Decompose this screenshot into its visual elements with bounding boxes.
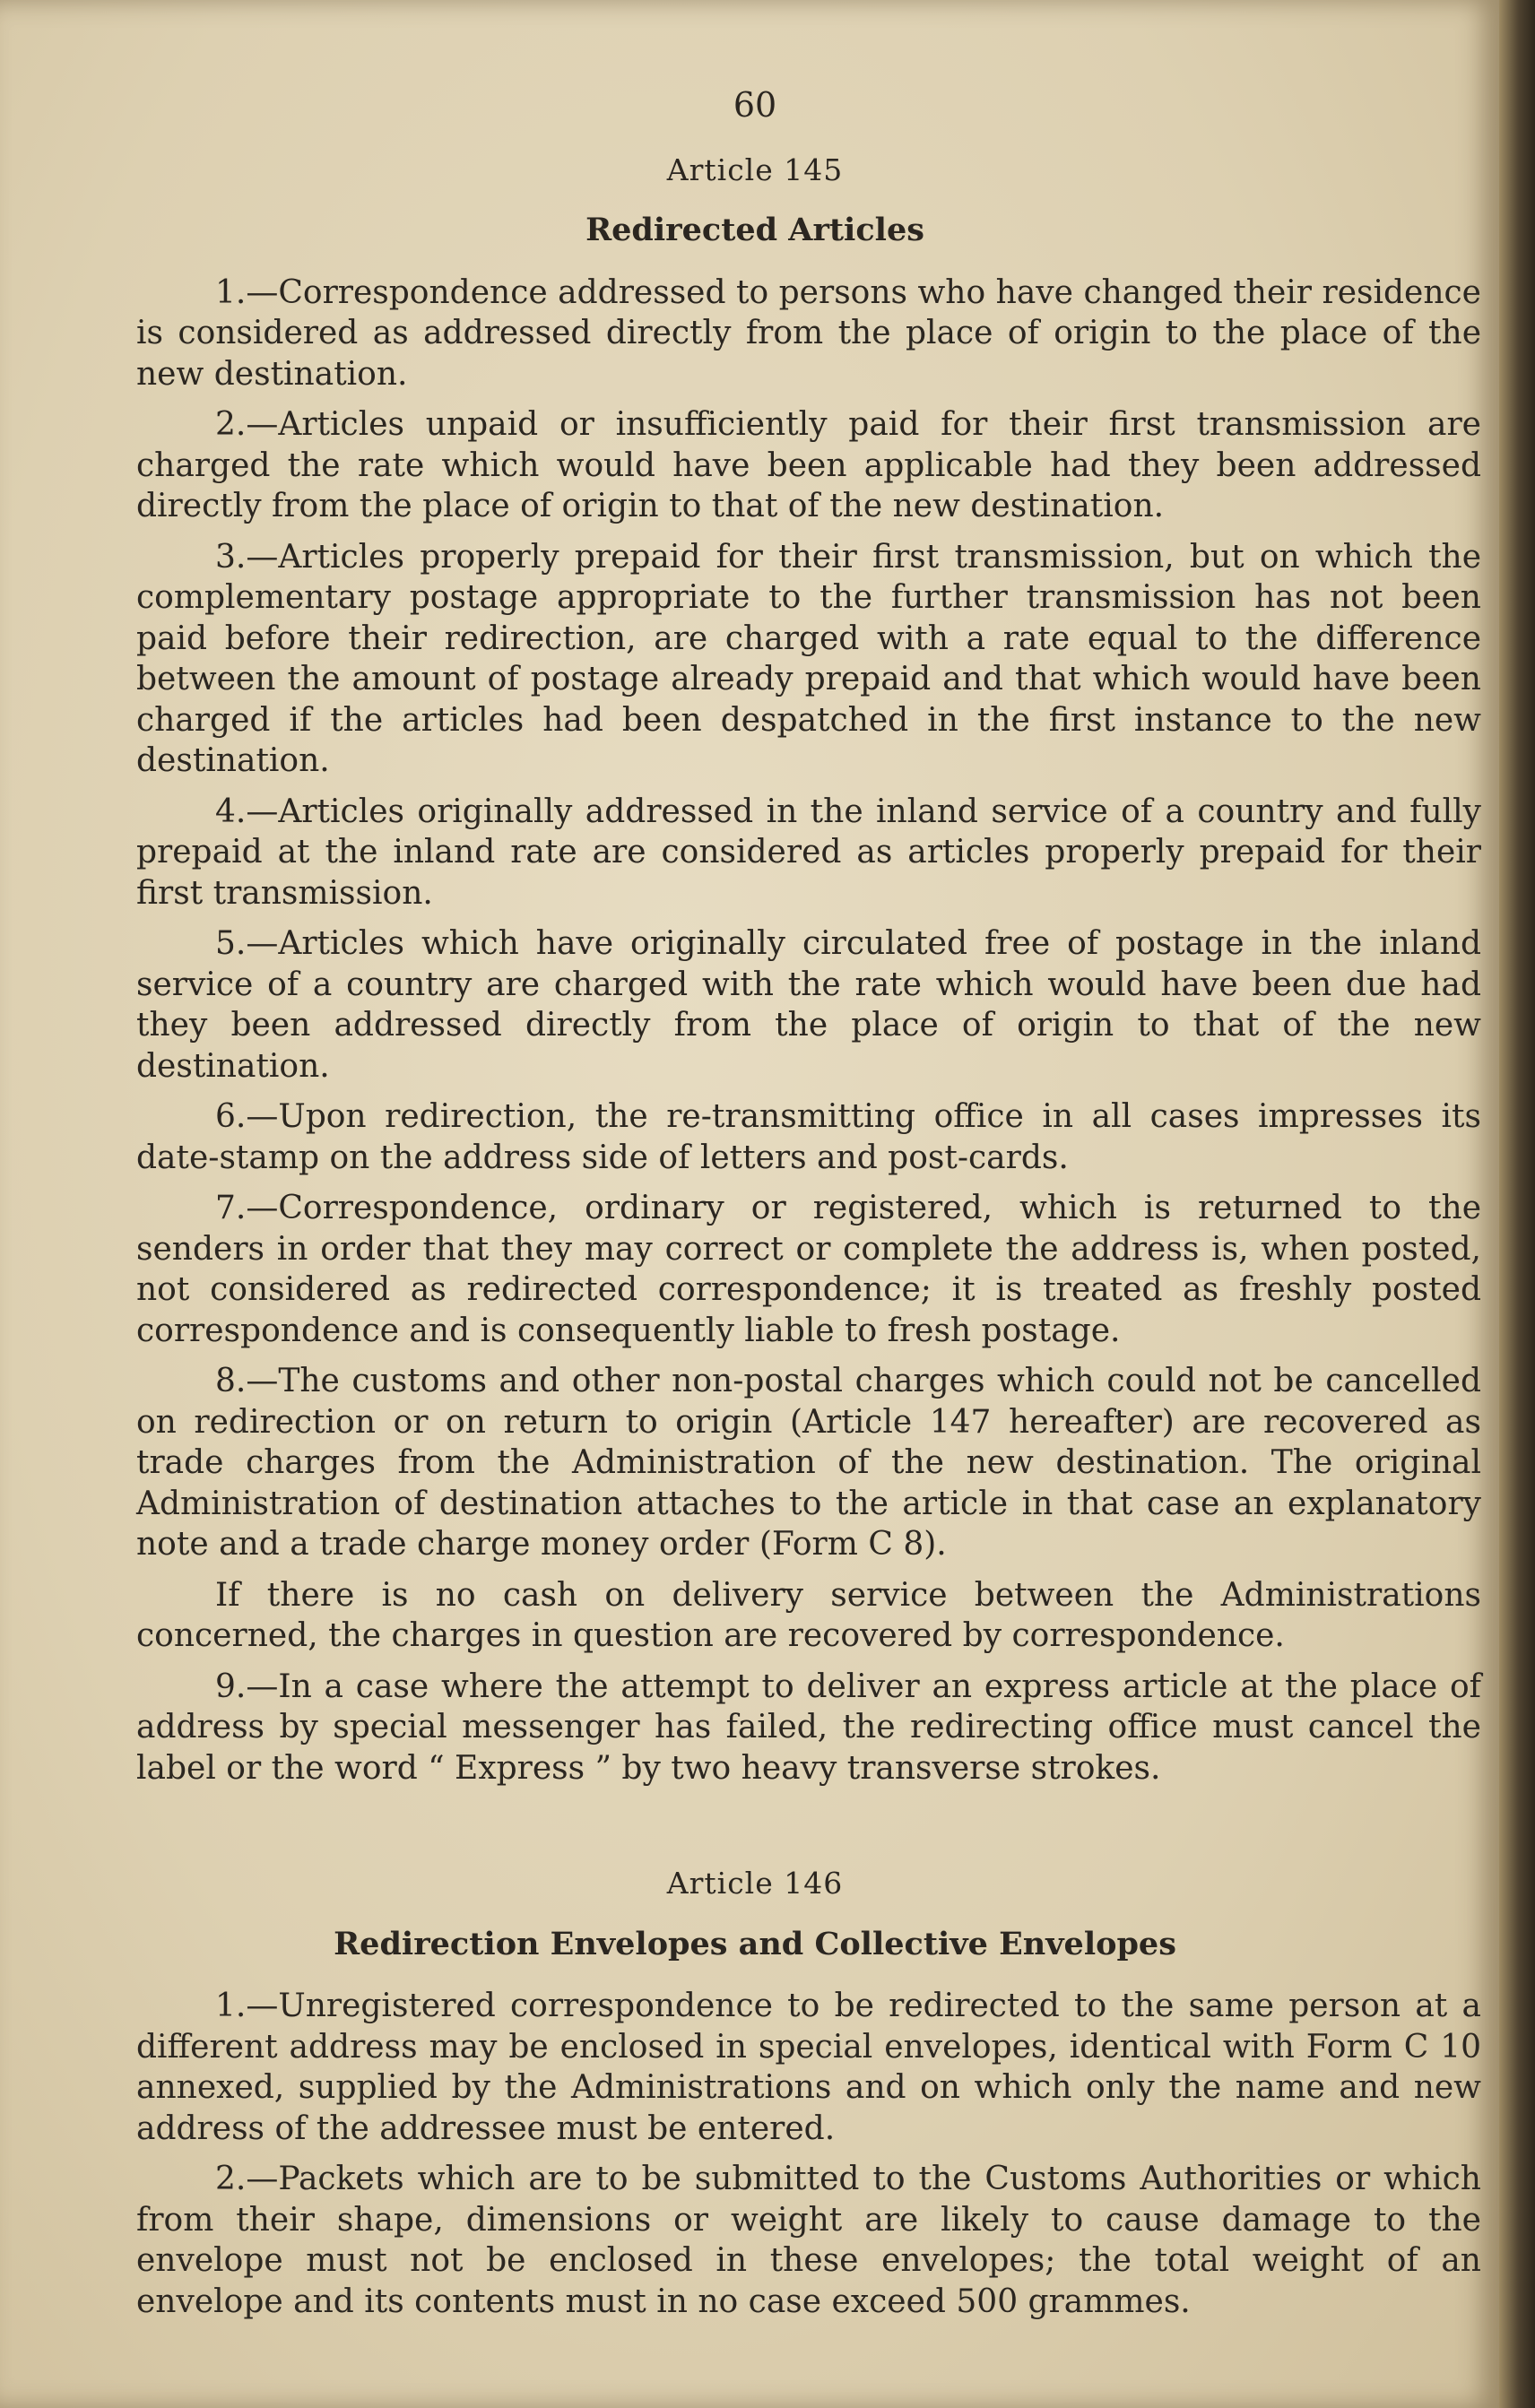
article-146-title: Redirection Envelopes and Collective Envelopes (334, 1925, 1176, 1962)
article-146-paragraph-1: 1.—Unregistered correspondence to be redirected to the same person at a different address may be enclosed in special envelopes, identical with Form C 10 annexed, supplied by the Administrations and on which only the name and new address of the addressee must be entered. (136, 1988, 1481, 2147)
article-145-paragraph-5: 5.—Articles which have originally circulated free of postage in the inland service of a country are charged with the rate which would have been due had they been addressed directly from the place of origin to that of the new destination. (136, 925, 1481, 1085)
article-145-title: Redirected Articles (585, 212, 924, 248)
article-146-heading: Article 146 (666, 1866, 844, 1901)
page-content (136, 85, 1481, 2332)
article-145-heading: Article 145 (666, 152, 844, 187)
article-145-paragraph-2: 2.—Articles unpaid or insufficiently paid for their first transmission are charged the rate which would have been applicable had they been addressed directly from the place of origin to that of the new destination. (136, 406, 1481, 524)
article-145-paragraph-9: 9.—In a case where the attempt to deliver an express article at the place of address by special messenger has failed, the redirecting office must cancel the label or the word “ Express ” by two heavy transverse strokes. (136, 1667, 1481, 1787)
article-145-paragraph-8: 8.—The customs and other non-postal charges which could not be cancelled on redirection or on return to origin (Article 147 hereafter) are recovered as trade charges from the Administration of the new destination. The original Administration of destination attaches to the article in that case an explanatory note and a trade charge money order (Form C 8). (136, 1363, 1481, 1563)
article-145-paragraph-4: 4.—Articles originally addressed in the inland service of a country and fully prepaid at the inland rate are considered as articles properly prepaid for their first transmission. (136, 793, 1481, 912)
article-146-paragraph-2: 2.—Packets which are to be submitted to the Customs Authorities or which from their shape, dimensions or weight are likely to cause damage to the envelope must not be enclosed in these envelopes; the total weight of an envelope and its contents must in no case exceed 500 grammes. (136, 2161, 1481, 2320)
page-number: 60 (733, 85, 777, 125)
section-spacer (136, 1798, 1481, 1863)
article-145-paragraph-1: 1.—Correspondence addressed to persons who have changed their residence is considered as addressed directly from the place of origin to the place of the new destination. (136, 273, 1481, 393)
article-145-paragraph-8b: If there is no cash on delivery service between the Administrations concerned, the charges in question are recovered by correspondence. (136, 1576, 1481, 1654)
article-145-paragraph-6: 6.—Upon redirection, the re-transmitting office in all cases impresses its date-stamp on the address side of letters and post-cards. (136, 1098, 1481, 1176)
book-gutter-edge (1499, 0, 1535, 2408)
article-145-paragraph-3: 3.—Articles properly prepaid for their first transmission, but on which the complementary postage appropriate to the further transmission has not been paid before their redirection, are charged with a rate equal to the difference between the amount of postage already prepaid and that which would have been charged if the articles had been despatched in the first instance to the new destination. (136, 538, 1481, 779)
article-145-paragraph-7: 7.—Correspondence, ordinary or registered, which is returned to the senders in order that they may correct or complete the address is, when posted, not considered as redirected correspondence; it is treated as freshly posted correspondence and is consequently liable to fresh postage. (136, 1190, 1481, 1349)
